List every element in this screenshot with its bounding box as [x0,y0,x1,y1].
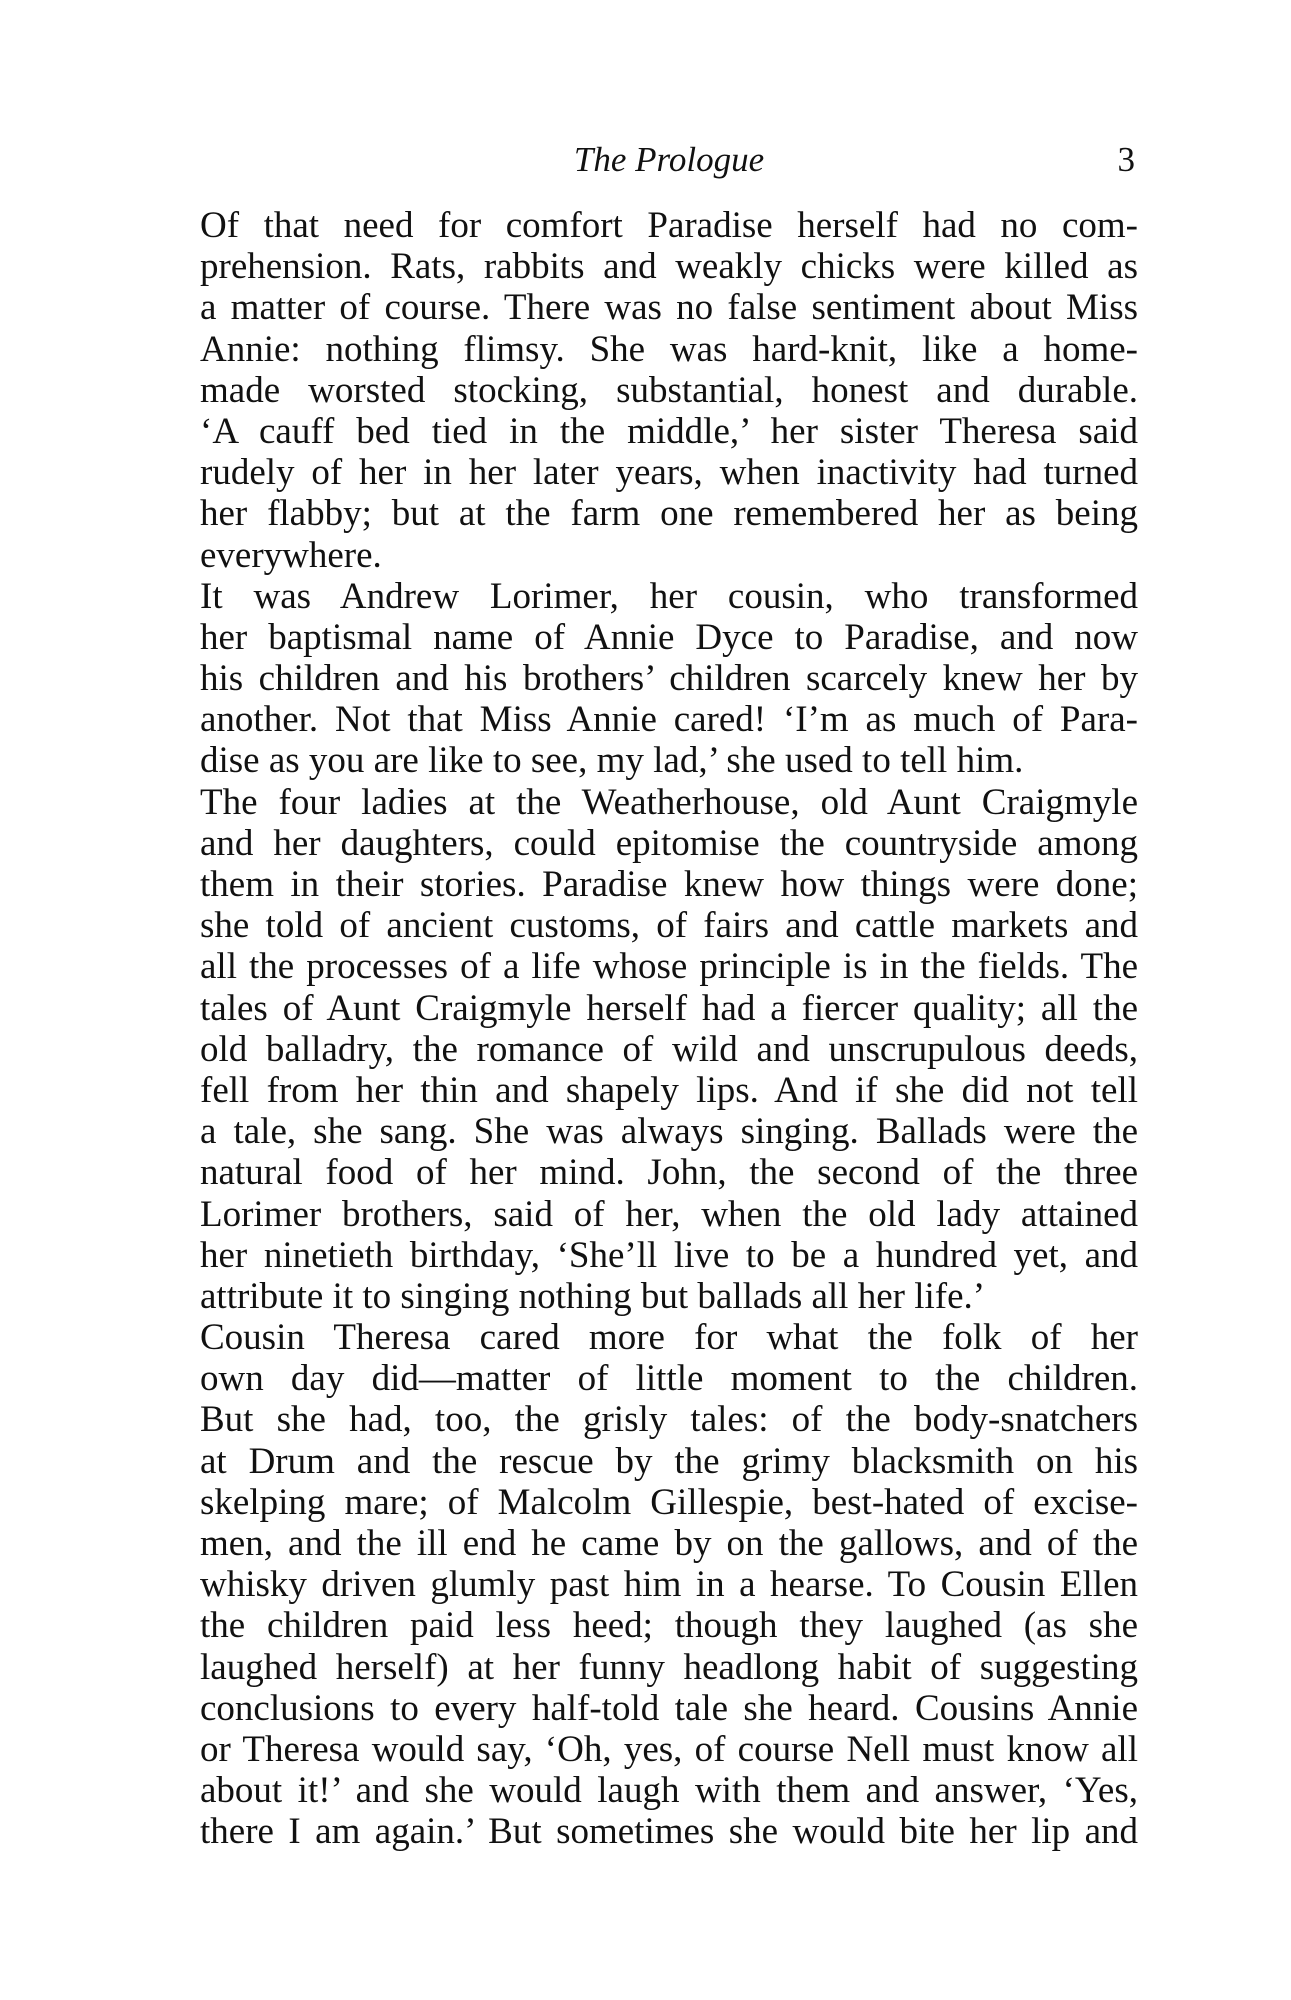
body-text [200,205,1138,1853]
text-line: everywhere. [200,534,382,576]
text-line: at Drum and the rescue by the grimy blacksmith on his [200,1440,1138,1482]
text-line: her flabby; but at the farm one remembered her as being [200,493,1138,535]
text-line: made worsted stocking, substantial, honest and durable. [200,369,1138,411]
paragraph [200,782,1138,1317]
text-line: old balladry, the romance of wild and unscrupulous deeds, [200,1028,1138,1070]
text-line: attribute it to singing nothing but ballads all her life.’ [200,1275,986,1317]
text-line: conclusions to every half-told tale she heard. Cousins Annie [200,1687,1138,1729]
text-line: whisky driven glumly past him in a hearse. To Cousin Ellen [200,1564,1138,1606]
running-title: The Prologue [573,140,765,179]
text-line: rudely of her in her later years, when inactivity had turned [200,452,1138,494]
text-line: the children paid less heed; though they laughed (as she [200,1605,1138,1647]
text-line: skelping mare; of Malcolm Gillespie, best-hated of excise- [200,1481,1138,1523]
page-number: 3 [1117,140,1135,179]
paragraph [200,205,1138,576]
text-line: all the processes of a life whose principle is in the fields. The [200,946,1138,988]
paragraph [200,576,1138,782]
text-line: fell from her thin and shapely lips. And if she did not tell [200,1069,1138,1111]
text-line: men, and the ill end he came by on the gallows, and of the [200,1523,1138,1564]
text-line: Cousin Theresa cared more for what the folk of her [200,1317,1138,1359]
text-line: ‘A cauff bed tied in the middle,’ her sister Theresa said [200,410,1138,452]
paragraph [200,1317,1138,1852]
text-line: and her daughters, could epitomise the countryside among [200,822,1138,864]
text-line: Lorimer brothers, said of her, when the old lady attained [200,1193,1138,1235]
text-line: But she had, too, the grisly tales: of the body-snatchers [200,1399,1138,1441]
text-line: It was Andrew Lorimer, her cousin, who transformed [200,575,1138,617]
text-line: her ninetieth birthday, ‘She’ll live to be a hundred yet, and [200,1234,1138,1276]
text-line: his children and his brothers’ children scarcely knew her by [200,658,1138,700]
text-line: Annie: nothing flimsy. She was hard-knit, like a home- [200,328,1138,370]
text-line: a matter of course. There was no false sentiment about Miss [200,287,1138,329]
text-line: natural food of her mind. John, the second of the three [200,1152,1138,1194]
text-line: about it!’ and she would laugh with them and answer, ‘Yes, [200,1770,1138,1812]
running-head [200,135,1138,185]
text-line: tales of Aunt Craigmyle herself had a fiercer quality; all the [200,987,1138,1029]
text-line: Of that need for comfort Paradise herself had no com- [200,205,1138,246]
text-line: a tale, she sang. She was always singing. Ballads were the [200,1111,1138,1153]
text-line: them in their stories. Paradise knew how things were done; [200,864,1138,905]
text-line: own day did—matter of little moment to the children. [200,1358,1138,1400]
text-line: or Theresa would say, ‘Oh, yes, of course Nell must know all [200,1728,1138,1770]
text-line: her baptismal name of Annie Dyce to Paradise, and now [200,616,1138,658]
text-line: another. Not that Miss Annie cared! ‘I’m as much of Para- [200,699,1138,741]
text-line: there I am again.’ But sometimes she would bite her lip and [200,1811,1138,1853]
text-line: dise as you are like to see, my lad,’ she used to tell him. [200,740,1024,782]
text-line: laughed herself) at her funny headlong habit of suggesting [200,1646,1138,1688]
text-line: The four ladies at the Weatherhouse, old Aunt Craigmyle [200,781,1138,823]
text-line: prehension. Rats, rabbits and weakly chicks were killed as [200,246,1138,288]
text-line: she told of ancient customs, of fairs and cattle markets and [200,905,1138,947]
